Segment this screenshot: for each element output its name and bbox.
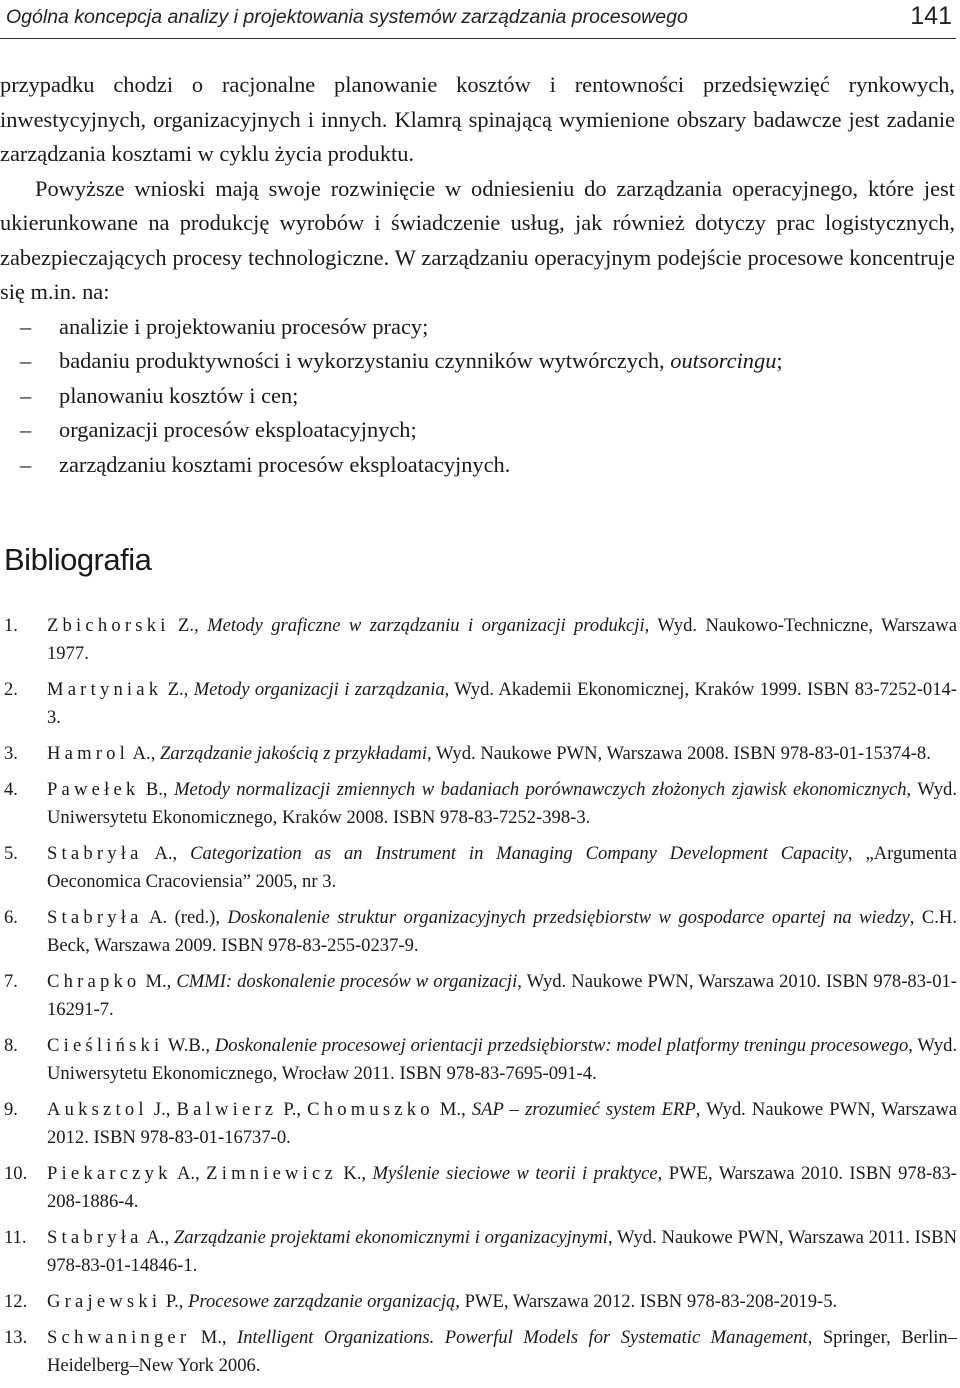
bullet-list <box>0 310 955 483</box>
entry-author: Pawełek <box>47 779 140 800</box>
bibliography-entry <box>0 840 957 896</box>
entry-initials-2: K. <box>336 1163 362 1184</box>
entry-title: Procesowe zarządzanie organizacją <box>188 1291 456 1312</box>
entry-author: Stabryła <box>47 1227 143 1248</box>
entry-number: 11. <box>4 1227 27 1248</box>
entry-title: Metody graficzne w zarządzaniu i organizacji produkcji <box>207 615 645 636</box>
bibliography-heading: Bibliografia <box>4 542 152 577</box>
entry-publication: , Wyd. Naukowo-Techniczne, Warszawa 1977. <box>47 615 957 664</box>
entry-author: Auksztol <box>47 1099 148 1120</box>
entry-separator: , <box>221 1327 238 1348</box>
entry-publication: , Wyd. Naukowe PWN, Warszawa 2011. ISBN 978-83-01-14846-1. <box>47 1227 958 1276</box>
entry-publication: , Wyd. Uniwersytetu Ekonomicznego, Kraków 2008. ISBN 978-83-7252-398-3. <box>47 779 957 828</box>
entry-title: Zarządzanie projektami ekonomicznymi i organizacyjnymi <box>173 1227 608 1248</box>
bibliography-entry <box>0 612 957 668</box>
entry-author-3: Chomuszko <box>307 1099 434 1120</box>
entry-number: 3. <box>4 743 18 764</box>
entry-initials: M. <box>190 1327 222 1348</box>
entry-author: Stabryła <box>47 843 143 864</box>
entry-separator: , <box>361 1163 373 1184</box>
bibliography-entry <box>0 1224 957 1280</box>
entry-initials: A. <box>142 1227 165 1248</box>
entry-title: Intelligent Organizations. Powerful Models for Systematic Management <box>237 1327 808 1348</box>
list-item <box>0 379 955 414</box>
entry-number: 2. <box>4 679 18 700</box>
entry-title: Zarządzanie jakością z przykładami <box>160 743 428 764</box>
list-item <box>0 448 955 483</box>
entry-number: 10. <box>4 1163 28 1184</box>
entry-author: Martyniak <box>47 679 163 700</box>
entry-separator: , <box>172 843 191 864</box>
entry-number: 1. <box>4 615 18 636</box>
entry-author: Hamrol <box>47 743 129 764</box>
list-item-text: zarządzaniu kosztami procesów eksploatacyjnych. <box>59 451 511 477</box>
entry-separator: , <box>178 1291 189 1312</box>
entry-author: Chrapko <box>47 971 141 992</box>
entry-separator: , <box>183 679 194 700</box>
entry-separator: , <box>194 615 208 636</box>
running-title: Ogólna koncepcja analizy i projektowania systemów zarządzania procesowego <box>6 6 688 28</box>
list-item <box>0 344 955 379</box>
entry-initials: A. (red.) <box>142 907 216 928</box>
entry-initials: A., <box>171 1163 207 1184</box>
entry-author: Stabryła <box>47 907 143 928</box>
bibliography-entry <box>0 1096 957 1152</box>
entry-author: Cieśliński <box>47 1035 164 1056</box>
entry-initials: Z. <box>162 679 184 700</box>
entry-publication: , Wyd. Naukowe PWN, Warszawa 2010. ISBN 978-83-01-16291-7. <box>47 971 957 1020</box>
entry-separator: , <box>150 743 160 764</box>
entry-initials: Z. <box>169 615 194 636</box>
entry-number: 4. <box>4 779 18 800</box>
list-dash: – <box>20 417 32 442</box>
entry-initials: A. <box>129 743 151 764</box>
entry-publication: , Springer, Berlin–Heidelberg–New York 2006. <box>47 1327 957 1376</box>
list-item-tail: ; <box>776 348 783 373</box>
entry-publication: , „Argumenta Oeconomica Cracoviensia” 2005, nr 3. <box>47 843 958 892</box>
list-item-text: organizacji procesów eksploatacyjnych; <box>59 417 417 442</box>
list-item-text: planowaniu kosztów i cen; <box>59 382 299 408</box>
entry-title: Doskonalenie struktur organizacyjnych przedsiębiorstw w gospodarce opartej na wiedzy <box>227 907 910 928</box>
entry-number: 7. <box>4 971 18 992</box>
bibliography-entry <box>0 1032 957 1088</box>
entry-author: Schwaninger <box>47 1327 191 1348</box>
entry-initials: J., <box>147 1099 177 1120</box>
entry-title: Myślenie sieciowe w teorii i praktyce <box>372 1163 658 1184</box>
entry-title: Metody organizacji i zarządzania <box>193 679 445 700</box>
entry-initials: W.B. <box>163 1035 206 1056</box>
bibliography-entry <box>0 676 957 732</box>
entry-separator: , <box>164 1227 174 1248</box>
list-item <box>0 310 955 345</box>
entry-number: 13. <box>4 1327 28 1348</box>
list-item-text: badaniu produktywności i wykorzystaniu czynników wytwórczych, <box>59 348 671 373</box>
page-number: 141 <box>910 2 952 30</box>
entry-initials-3: M. <box>433 1099 462 1120</box>
page-header <box>0 0 960 42</box>
entry-number: 8. <box>4 1035 18 1056</box>
entry-separator: , <box>215 907 228 928</box>
entry-separator: , <box>205 1035 215 1056</box>
bibliography-list <box>0 612 957 1388</box>
entry-number: 9. <box>4 1099 18 1120</box>
entry-initials: A. <box>142 843 173 864</box>
entry-separator: , <box>166 971 177 992</box>
bibliography-entry <box>0 1160 957 1216</box>
entry-publication: , Wyd. Akademii Ekonomicznej, Kraków 1999. ISBN 83-7252-014-3. <box>47 679 957 728</box>
entry-separator: , <box>461 1099 472 1120</box>
entry-author: Piekarczyk <box>47 1163 172 1184</box>
entry-author: Zbichorski <box>47 615 170 636</box>
bibliography-entry <box>0 776 957 832</box>
entry-publication: , Wyd. Uniwersytetu Ekonomicznego, Wrocław 2011. ISBN 978-83-7695-091-4. <box>47 1035 958 1084</box>
entry-publication: , C.H. Beck, Warszawa 2009. ISBN 978-83-255-0237-9. <box>47 907 957 956</box>
entry-initials: B. <box>139 779 163 800</box>
bibliography-entry <box>0 1288 957 1316</box>
body-text <box>0 68 955 482</box>
entry-initials-2: P., <box>277 1099 308 1120</box>
list-dash: – <box>20 348 32 373</box>
list-item-italic: outsorcingu <box>670 348 777 373</box>
entry-publication: , Wyd. Naukowe PWN, Warszawa 2012. ISBN 978-83-01-16737-0. <box>47 1099 957 1148</box>
entry-author-2: Zimniewicz <box>206 1163 337 1184</box>
entry-title: Metody normalizacji zmiennych w badaniach porównawczych złożonych zjawisk ekonomicznych <box>174 779 907 800</box>
entry-publication: , PWE, Warszawa 2012. ISBN 978-83-208-2019-5. <box>455 1291 838 1312</box>
entry-number: 5. <box>4 843 18 864</box>
entry-initials: M. <box>140 971 167 992</box>
entry-author-2: Balwierz <box>176 1099 278 1120</box>
entry-publication: , PWE, Warszawa 2010. ISBN 978-83-208-1886-4. <box>47 1163 957 1212</box>
entry-initials: P. <box>161 1291 179 1312</box>
bibliography-entry <box>0 904 957 960</box>
list-dash: – <box>20 382 32 408</box>
entry-author: Grajewski <box>47 1291 162 1312</box>
entry-title: Categorization as an Instrument in Managing Company Development Capacity <box>190 843 848 864</box>
paragraph-1: przypadku chodzi o racjonalne planowanie kosztów i rentowności przedsięwzięć rynkowych, inwestycyjnych, organizacyjnych i innych. Klamrą spinającą wymienione obszary badawcze jest zadanie zarządzania kosztami w cyklu życia produktu. <box>0 72 955 166</box>
list-item <box>0 413 955 448</box>
bibliography-entry <box>0 968 957 1024</box>
entry-title: SAP – zrozumieć system ERP <box>471 1099 696 1120</box>
entry-number: 12. <box>4 1291 28 1312</box>
list-dash: – <box>20 313 32 339</box>
bibliography-entry <box>0 1324 957 1380</box>
header-rule <box>0 38 956 39</box>
entry-publication: , Wyd. Naukowe PWN, Warszawa 2008. ISBN 978-83-01-15374-8. <box>427 743 931 764</box>
bibliography-entry <box>0 740 957 768</box>
entry-title: Doskonalenie procesowej orientacji przedsiębiorstw: model platformy treningu procesowego <box>214 1035 909 1056</box>
entry-number: 6. <box>4 907 18 928</box>
list-item-text: analizie i projektowaniu procesów pracy; <box>59 313 429 339</box>
entry-separator: , <box>162 779 175 800</box>
list-dash: – <box>20 451 32 477</box>
paragraph-2: Powyższe wnioski mają swoje rozwinięcie w odniesieniu do zarządzania operacyjnego, które jest ukierunkowane na produkcję wyrobów i świadczenie usług, jak również dotyczy prac logistycznych, zabezpieczających procesy technologiczne. W zarządzaniu operacyjnym podejście procesowe koncentruje się m.in. na: <box>0 175 955 304</box>
entry-title: CMMI: doskonalenie procesów w organizacji <box>176 971 518 992</box>
